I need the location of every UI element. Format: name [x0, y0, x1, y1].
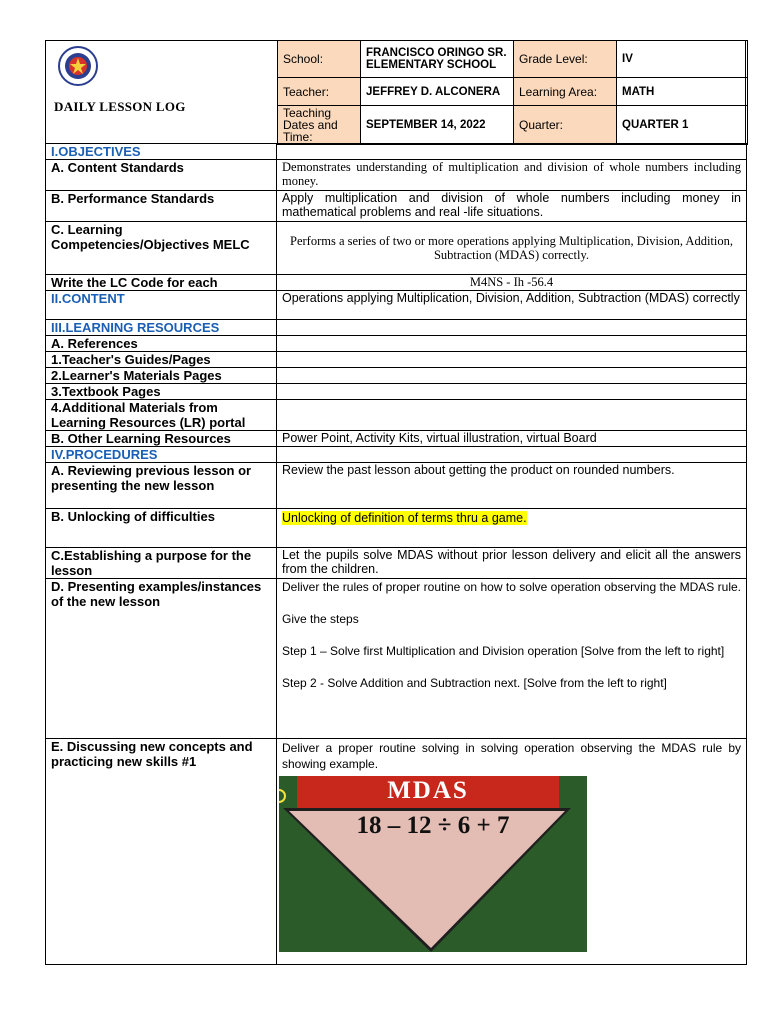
content-heading: II.CONTENT [46, 291, 277, 320]
additional-materials-label: 4.Additional Materials from Learning Resources (LR) portal [46, 400, 277, 431]
table-row [46, 368, 747, 384]
table-row [46, 320, 747, 336]
table-row [46, 579, 747, 739]
lesson-table [45, 143, 747, 965]
table-row [46, 400, 747, 431]
unlocking-value: Unlocking of definition of terms thru a game. [282, 511, 527, 525]
teaching-dates-label: Teaching Dates and Time: [278, 106, 361, 145]
teachers-guide-label: 1.Teacher's Guides/Pages [46, 352, 277, 368]
competencies-label: C. Learning Competencies/Objectives MELC [46, 222, 277, 275]
purpose-value: Let the pupils solve MDAS without prior lesson delivery and elicit all the answers from the children. [277, 548, 747, 579]
procedures-heading: IV.PROCEDURES [46, 447, 277, 463]
table-row [46, 739, 747, 965]
reviewing-label: A. Reviewing previous lesson or presenting the new lesson [46, 463, 277, 509]
discussing-value: Deliver a proper routine solving in solving operation observing the MDAS rule by showing example. [282, 741, 741, 771]
presenting-step-1: Step 1 – Solve first Multiplication and Division operation [Solve from the left to right] [282, 644, 725, 658]
mdas-banner: MDAS [297, 776, 559, 808]
quarter-label: Quarter: [514, 106, 617, 145]
teacher-value: JEFFREY D. ALCONERA [361, 78, 514, 106]
learning-resources-heading: III.LEARNING RESOURCES [46, 320, 277, 336]
presenting-step-2: Step 2 - Solve Addition and Subtraction next. [Solve from the left to right] [282, 676, 667, 690]
table-row [46, 447, 747, 463]
other-resources-label: B. Other Learning Resources [46, 431, 277, 447]
school-label: School: [278, 41, 361, 78]
performance-standards-value: Apply multiplication and division of whole numbers including money in mathematical problems and real -life situations. [277, 191, 747, 222]
quarter-value: QUARTER 1 [617, 106, 748, 145]
presenting-give-steps: Give the steps [282, 612, 359, 626]
table-row [46, 431, 747, 447]
mdas-illustration [279, 776, 587, 952]
content-value: Operations applying Multiplication, Division, Addition, Subtraction (MDAS) correctly [277, 291, 747, 320]
table-row [46, 463, 747, 509]
grade-level-value: IV [617, 41, 748, 78]
learning-area-label: Learning Area: [514, 78, 617, 106]
school-info-table [277, 40, 748, 145]
table-row [46, 144, 747, 160]
content-standards-label: A. Content Standards [46, 160, 277, 191]
table-row [46, 336, 747, 352]
mdas-equation: 18 – 12 ÷ 6 + 7 [356, 812, 510, 839]
lesson-log-sheet [45, 40, 746, 945]
table-row [46, 548, 747, 579]
school-value: FRANCISCO ORINGO SR. ELEMENTARY SCHOOL [361, 41, 514, 78]
page-title: DAILY LESSON LOG [54, 99, 186, 114]
grade-level-label: Grade Level: [514, 41, 617, 78]
content-standards-value: Demonstrates understanding of multiplication and division of whole numbers including money. [277, 160, 747, 191]
performance-standards-label: B. Performance Standards [46, 191, 277, 222]
references-label: A. References [46, 336, 277, 352]
reviewing-value: Review the past lesson about getting the product on rounded numbers. [277, 463, 747, 509]
table-row [46, 509, 747, 548]
purpose-label: C.Establishing a purpose for the lesson [46, 548, 277, 579]
objectives-heading: I.OBJECTIVES [46, 144, 277, 160]
table-row [46, 275, 747, 291]
discussing-label: E. Discussing new concepts and practicing new skills #1 [46, 739, 277, 965]
learners-materials-label: 2.Learner's Materials Pages [46, 368, 277, 384]
deped-seal-icon [50, 45, 106, 87]
teacher-label: Teacher: [278, 78, 361, 106]
table-row [46, 222, 747, 275]
textbook-pages-label: 3.Textbook Pages [46, 384, 277, 400]
lc-code-label: Write the LC Code for each [46, 275, 277, 291]
table-row [46, 352, 747, 368]
table-row [46, 160, 747, 191]
learning-area-value: MATH [617, 78, 748, 106]
header-block [45, 40, 746, 144]
teaching-dates-value: SEPTEMBER 14, 2022 [361, 106, 514, 145]
table-row [46, 191, 747, 222]
other-resources-value: Power Point, Activity Kits, virtual illustration, virtual Board [277, 431, 747, 447]
table-row [46, 384, 747, 400]
presenting-rules: Deliver the rules of proper routine on how to solve operation observing the MDAS rule. [282, 580, 741, 594]
unlocking-label: B. Unlocking of difficulties [46, 509, 277, 548]
lc-code-value: M4NS - Ih -56.4 [277, 275, 747, 291]
presenting-label: D. Presenting examples/instances of the new lesson [46, 579, 277, 739]
competencies-value: Performs a series of two or more operations applying Multiplication, Division, Addition, Subtraction (MDAS) correctly. [277, 222, 747, 275]
table-row [46, 291, 747, 320]
